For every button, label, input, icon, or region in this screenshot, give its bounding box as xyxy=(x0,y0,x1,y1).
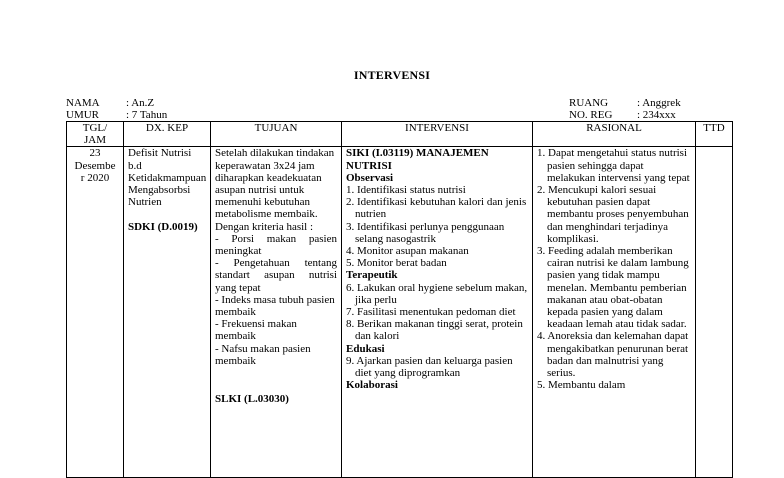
int-terapeutik: Terapeutik xyxy=(346,269,398,282)
list-item: 2. Identifikasi kebutuhan kalori dan jenis nutrien xyxy=(346,196,527,221)
cell-tujuan xyxy=(211,147,342,478)
tujuan-criteria-5: - Nafsu makan pasien membaik xyxy=(215,342,311,367)
int-edukasi: Edukasi xyxy=(346,342,385,355)
list-item: 9. Ajarkan pasien dan keluarga pasien diet yang diprogramkan xyxy=(346,354,513,380)
noreg-value: : 234xxx xyxy=(637,109,676,121)
list-item: 8. Berikan makanan tinggi serat, protein dan kalori xyxy=(346,318,523,343)
ruang-row xyxy=(569,97,681,109)
terapeutik-list xyxy=(346,282,528,343)
header-dx-kep: DX. KEP xyxy=(124,122,211,147)
list-item: 1. Identifikasi status nutrisi xyxy=(346,184,466,197)
list-item: 2. Mencukupi kalori sesuai kebutuhan pasien dapat membantu proses penyembuhan dan menghindari terjadinya komplikasi. xyxy=(537,184,689,245)
ruang-label: RUANG xyxy=(569,97,609,109)
list-item: 4. Anoreksia dan kelemahan dapat mengakibatkan penurunan berat badan dan malnutrisi yang serius. xyxy=(537,330,689,380)
header-tgl-jam: TGL/ JAM xyxy=(67,122,124,147)
list-item: 7. Fasilitasi menentukan pedoman diet xyxy=(346,306,516,319)
list-item: 6. Lakukan oral hygiene sebelum makan, jika perlu xyxy=(346,281,528,306)
list-item: 3. Identifikasi perlunya penggunaan selang nasogastrik xyxy=(346,220,505,245)
header-ttd: TTD xyxy=(696,122,733,147)
cell-intervensi xyxy=(342,147,533,478)
umur-row xyxy=(66,109,167,121)
intervention-table xyxy=(66,121,733,478)
noreg-row xyxy=(569,109,676,121)
cell-ttd xyxy=(696,147,733,478)
tujuan-criteria-4: - Frekuensi makan membaik xyxy=(215,318,297,343)
tujuan-criteria-1: - Porsi makan pasien meningkat xyxy=(215,232,337,258)
tujuan-code: SLKI (L.03030) xyxy=(215,393,289,406)
list-item: 1. Dapat mengetahui status nutrisi pasien sehingga dapat melakukan intervensi yang tepat xyxy=(537,147,690,184)
list-item: 5. Monitor berat badan xyxy=(346,257,447,270)
cell-dx-kep xyxy=(124,147,211,478)
nama-row xyxy=(66,97,154,109)
observasi-list xyxy=(346,184,528,269)
list-item: 3. Feeding adalah memberikan cairan nutrisi ke dalam lambung pasien yang tidak mampu menelan. Membantu pemberian makanan atau obat-obatan kepada pasien yang dalam keadaan lemah atau tidak sadar. xyxy=(537,245,689,331)
umur-value: : 7 Tahun xyxy=(126,109,168,121)
cell-date: 23 Desembe r 2020 xyxy=(67,147,124,478)
page-title: INTERVENSI xyxy=(353,68,431,82)
ruang-value: : Anggrek xyxy=(637,97,681,109)
header-rasional: RASIONAL xyxy=(533,122,696,147)
nama-value: : An.Z xyxy=(126,97,155,109)
tujuan-criteria-2: - Pengetahuan tentang standart asupan nutrisi yang tepat xyxy=(215,257,337,294)
int-kolaborasi: Kolaborasi xyxy=(346,379,398,392)
tujuan-intro: Setelah dilakukan tindakan keperawatan 3x24 jam diharapkan keadekuatan asupan nutrisi untuk memenuhi kebutuhan metabolisme membaik. Dengan kriteria hasil : xyxy=(215,147,335,233)
nama-label: NAMA xyxy=(66,97,100,109)
int-observasi: Observasi xyxy=(346,171,394,184)
edukasi-list xyxy=(346,355,528,379)
rasional-list xyxy=(537,147,691,391)
table-header-row xyxy=(67,122,733,147)
header-tujuan: TUJUAN xyxy=(211,122,342,147)
table-row xyxy=(67,147,733,478)
dx-text: Defisit Nutrisi b.d Ketidakmampuan Mengabsorbsi Nutrien xyxy=(128,147,207,209)
tujuan-criteria-3: - Indeks masa tubuh pasien membaik xyxy=(215,293,335,319)
list-item: 4. Monitor asupan makanan xyxy=(346,245,469,258)
int-title: SIKI (I.03119) MANAJEMEN NUTRISI xyxy=(346,147,489,172)
umur-label: UMUR xyxy=(66,109,100,121)
list-item: 5. Membantu dalam xyxy=(537,379,626,392)
dx-code: SDKI (D.0019) xyxy=(128,221,198,234)
cell-rasional xyxy=(533,147,696,478)
header-intervensi: INTERVENSI xyxy=(342,122,533,147)
noreg-label: NO. REG xyxy=(569,109,613,121)
